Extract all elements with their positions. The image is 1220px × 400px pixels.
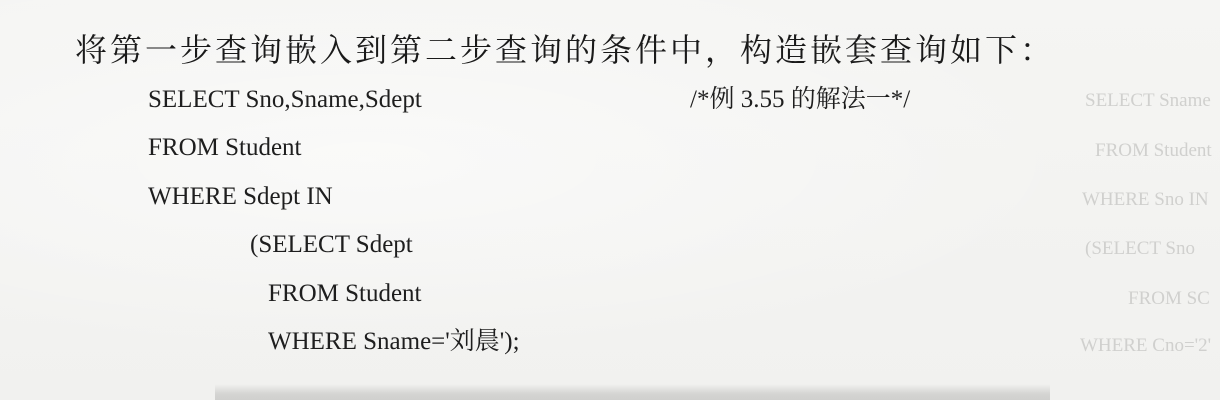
scan-shadow-band [215, 384, 1050, 400]
sql-subquery-where: WHERE Sname='刘晨'); [268, 328, 520, 355]
bleed-through-line: SELECT Sname [1085, 90, 1211, 111]
bleed-through-line: (SELECT Sno [1085, 238, 1195, 259]
bleed-through-line: WHERE Cno='2' [1080, 335, 1212, 356]
sql-line-select: SELECT Sno,Sname,Sdept [148, 86, 422, 113]
intro-paragraph: 将第一步查询嵌入到第二步查询的条件中，构造嵌套查询如下： [75, 31, 1056, 69]
bleed-through-line: FROM Student [1095, 140, 1212, 161]
sql-line-where: WHERE Sdept IN [148, 183, 333, 210]
bleed-through-line: FROM SC [1128, 288, 1210, 309]
sql-comment: /*例 3.55 的解法一*/ [690, 86, 911, 113]
bleed-through-line: WHERE Sno IN [1082, 189, 1209, 210]
sql-subquery-select: (SELECT Sdept [250, 231, 413, 258]
sql-subquery-from: FROM Student [268, 280, 422, 307]
sql-line-from: FROM Student [148, 134, 302, 161]
